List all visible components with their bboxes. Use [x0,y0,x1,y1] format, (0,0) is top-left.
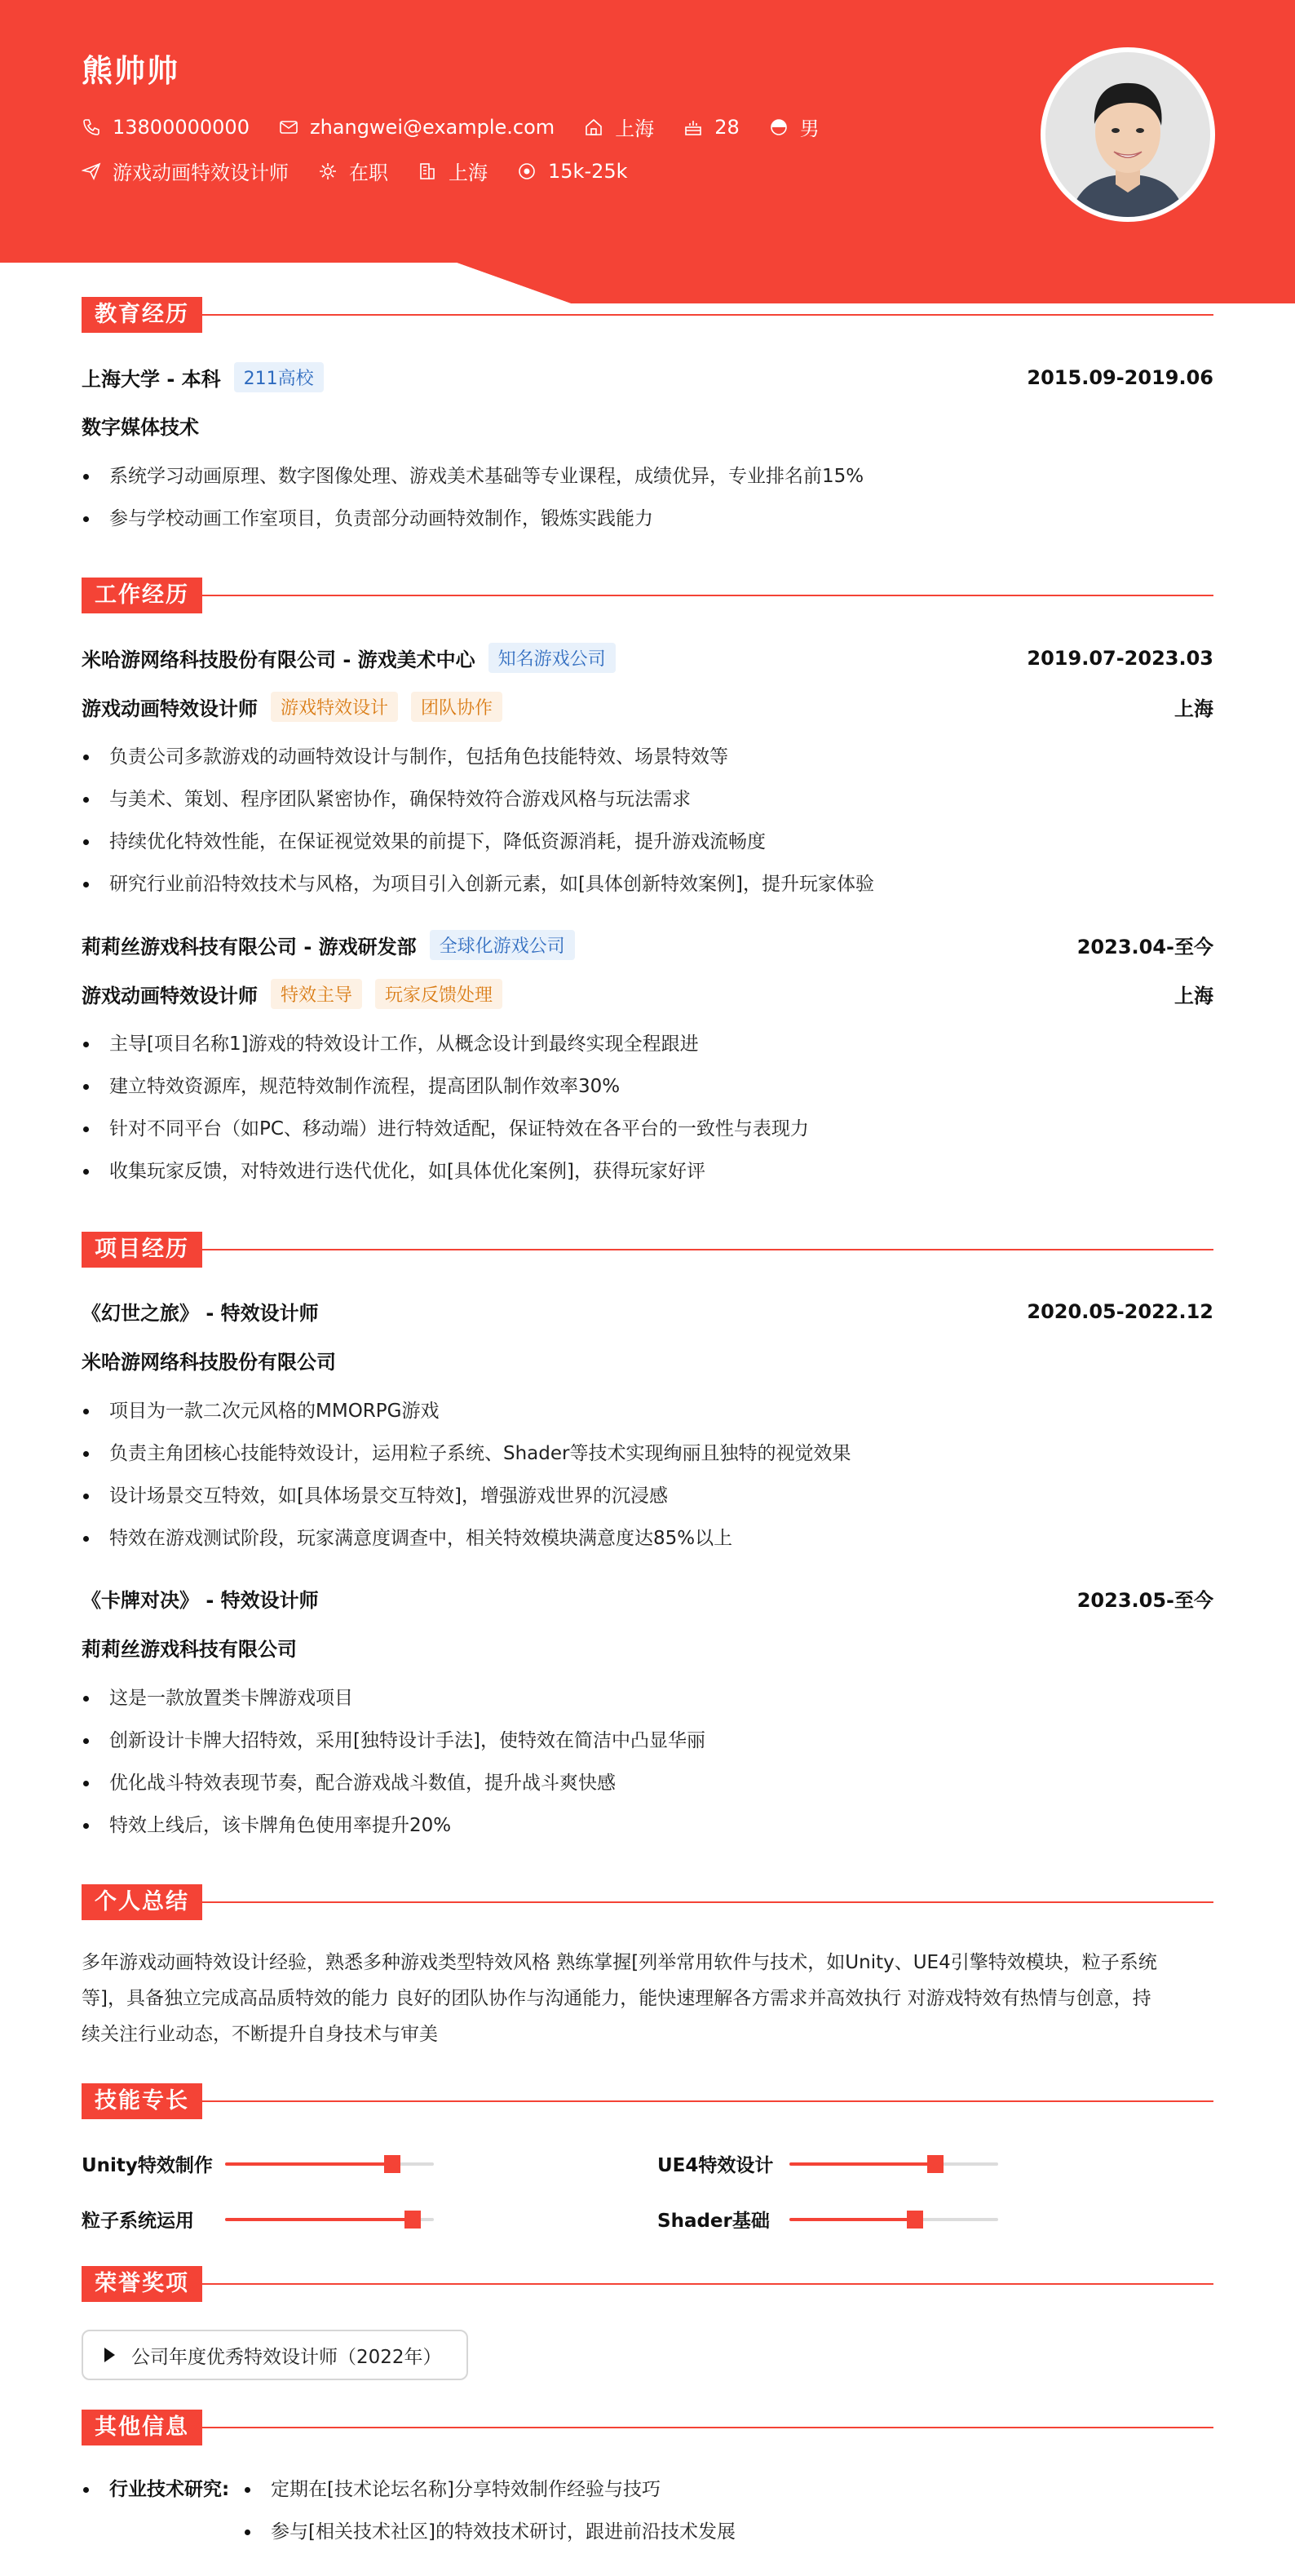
section-title: 教育经历 [82,297,202,333]
gender-text: 男 [799,117,820,140]
list-item: 主导[项目名称1]游戏的特效设计工作，从概念设计到最终实现全程跟进 [82,1023,1213,1065]
list-item: 参与学校动画工作室项目，负责部分动画特效制作，锻炼实践能力 [82,498,1213,540]
age-text: 28 [714,115,740,139]
section-education-header [82,297,1213,333]
skill-bar [789,2162,998,2166]
work-city: 上海 [1174,697,1213,720]
work-city: 上海 [1174,985,1213,1007]
skill-name: Unity特效制作 [82,2155,213,2176]
major-row [82,411,1213,440]
project-name: 《幻世之旅》 - 特效设计师 [82,1302,319,1325]
status-text: 在职 [349,162,388,184]
section-divider [202,314,1213,316]
location-text: 上海 [615,117,655,140]
skill-name: UE4特效设计 [657,2155,774,2176]
summary-line: 多年游戏动画特效设计经验，熟悉多种游戏类型特效风格 熟练掌握[列举常用软件与技术，如Unity、UE4引擎特效模块，粒子系统 [82,1952,1157,1973]
education-row [82,362,1213,392]
section-work-header [82,578,1213,613]
list-item: 针对不同平台（如PC、移动端）进行特效适配，保证特效在各平台的一致性与表现力 [82,1108,1213,1150]
list-item: 负责公司多款游戏的动画特效设计与制作，包括角色技能特效、场景特效等 [82,736,1213,778]
school-tag: 211高校 [234,362,324,392]
project-bullets [82,1677,1213,1847]
work-role-row [82,979,1213,1009]
phone-info [82,116,250,139]
work-role-row [82,692,1213,722]
role-tag: 玩家反馈处理 [375,979,502,1009]
work-bullets [82,1023,1213,1193]
work-company-row [82,930,1213,960]
summary-line: 续关注行业动态，不断提升自身技术与审美 [82,2024,438,2045]
project-company: 莉莉丝游戏科技有限公司 [82,1638,297,1661]
section-summary-header [82,1884,1213,1920]
education-bullets [82,455,1213,540]
list-item: 特效在游戏测试阶段，玩家满意度调查中，相关特效模块满意度达85%以上 [82,1517,1213,1560]
company-tag: 全球化游戏公司 [430,930,575,960]
role-tag: 特效主导 [271,979,362,1009]
role-name: 游戏动画特效设计师 [82,697,258,720]
email-info [279,116,555,139]
project-name: 《卡牌对决》 - 特效设计师 [82,1589,319,1612]
bullet-dot [83,2487,89,2493]
project-bullets [82,1390,1213,1560]
section-divider [202,1901,1213,1903]
company-tag: 知名游戏公司 [488,643,616,673]
skill-bar [225,2162,434,2166]
phone-icon [82,117,101,137]
section-title: 技能专长 [82,2083,202,2119]
job-row [82,157,657,185]
skill-bar [789,2218,998,2221]
avatar-photo [1045,52,1210,217]
section-divider [202,2283,1213,2285]
education-date: 2015.09-2019.06 [1027,365,1213,389]
mail-icon [279,117,298,137]
job-title-text: 游戏动画特效设计师 [113,162,289,184]
work-company-row [82,643,1213,673]
award-item[interactable] [82,2330,468,2380]
company-name: 米哈游网络科技股份有限公司 - 游戏美术中心 [82,648,475,671]
skill-knob [927,2155,944,2173]
expand-triangle-icon [104,2348,115,2362]
skill-knob [907,2211,923,2229]
skill-item [82,2150,434,2177]
project-company-row [82,1346,1213,1374]
skill-knob [384,2155,400,2173]
gear-icon [318,162,338,181]
avatar [1041,47,1215,222]
section-title: 工作经历 [82,578,202,613]
city-info [418,157,488,185]
role-name: 游戏动画特效设计师 [82,985,258,1007]
work-bullets [82,736,1213,905]
job-title-info [82,157,289,185]
other-info [82,2468,1213,2553]
gender-info [769,113,820,141]
list-item [82,2468,1213,2511]
list-item: 设计场景交互特效，如[具体场景交互特效]，增强游戏世界的沉浸感 [82,1475,1213,1517]
skill-item [657,2206,998,2233]
gender-icon [769,117,789,137]
section-divider [202,2100,1213,2102]
other-label: 行业技术研究: [109,2479,230,2500]
section-project-header [82,1232,1213,1268]
bullet-dot [245,2487,250,2493]
money-icon [517,162,537,181]
city-text: 上海 [449,162,488,184]
phone-text: 13800000000 [113,115,250,139]
section-other-header [82,2410,1213,2445]
project-company: 米哈游网络科技股份有限公司 [82,1351,336,1374]
school-name: 上海大学 - 本科 [82,368,221,391]
project-company-row [82,1633,1213,1662]
status-info [318,157,388,185]
skill-fill [225,2162,392,2166]
list-item: 持续优化特效性能，在保证视觉效果的前提下，降低资源消耗，提升游戏流畅度 [82,821,1213,863]
project-row [82,1584,1213,1613]
major-name: 数字媒体技术 [82,416,199,439]
list-item: 特效上线后，该卡牌角色使用率提升20% [82,1804,1213,1847]
section-divider [202,595,1213,596]
list-item [82,2511,1213,2553]
salary-info [517,160,628,183]
email-text: zhangwei@example.com [309,115,555,139]
skill-fill [789,2218,915,2221]
skill-item [657,2150,998,2177]
list-item: 这是一款放置类卡牌游戏项目 [82,1677,1213,1720]
skill-fill [789,2162,935,2166]
project-row [82,1297,1213,1326]
home-icon [584,117,603,137]
section-divider [202,1249,1213,1250]
project-date: 2023.05-至今 [1076,1589,1213,1612]
skill-fill [225,2218,413,2221]
work-date: 2023.04-至今 [1076,936,1213,958]
project-date: 2020.05-2022.12 [1027,1299,1213,1323]
contact-row [82,113,849,141]
section-title: 项目经历 [82,1232,202,1268]
other-item: 参与[相关技术社区]的特效技术研讨，跟进前沿技术发展 [271,2521,736,2543]
section-skills-header [82,2083,1213,2119]
section-title: 其他信息 [82,2410,202,2445]
section-title: 个人总结 [82,1884,202,1920]
list-item: 创新设计卡牌大招特效，采用[独特设计手法]，使特效在简洁中凸显华丽 [82,1720,1213,1762]
section-divider [202,2427,1213,2428]
location-info [584,113,654,141]
list-item: 优化战斗特效表现节奏，配合游戏战斗数值，提升战斗爽快感 [82,1762,1213,1804]
candidate-name: 熊帅帅 [82,53,180,89]
salary-text: 15k-25k [548,159,628,183]
cake-icon [683,117,703,137]
age-info [683,116,740,139]
list-item: 与美术、策划、程序团队紧密协作，确保特效符合游戏风格与玩法需求 [82,778,1213,821]
role-tag: 团队协作 [411,692,502,722]
skill-name: 粒子系统运用 [82,2211,194,2232]
send-icon [82,162,101,181]
resume-header [0,0,1295,303]
section-title: 荣誉奖项 [82,2266,202,2302]
building-icon [418,162,437,181]
skill-knob [404,2211,421,2229]
work-date: 2019.07-2023.03 [1027,646,1213,670]
skill-bar [225,2218,434,2221]
list-item: 项目为一款二次元风格的MMORPG游戏 [82,1390,1213,1432]
company-name: 莉莉丝游戏科技有限公司 - 游戏研发部 [82,936,417,958]
list-item: 收集玩家反馈，对特效进行迭代优化，如[具体优化案例]，获得玩家好评 [82,1150,1213,1193]
award-text: 公司年度优秀特效设计师（2022年） [131,2346,442,2368]
list-item: 建立特效资源库，规范特效制作流程，提高团队制作效率30% [82,1065,1213,1108]
list-item: 研究行业前沿特效技术与风格，为项目引入创新元素，如[具体创新特效案例]，提升玩家体验 [82,863,1213,905]
bullet-dot [245,2530,250,2535]
section-honors-header [82,2266,1213,2302]
role-tag: 游戏特效设计 [271,692,398,722]
other-item: 定期在[技术论坛名称]分享特效制作经验与技巧 [271,2479,661,2500]
list-item: 系统学习动画原理、数字图像处理、游戏美术基础等专业课程，成绩优异，专业排名前15% [82,455,1213,498]
list-item: 负责主角团核心技能特效设计，运用粒子系统、Shader等技术实现绚丽且独特的视觉效果 [82,1432,1213,1475]
summary-line: 等]，具备独立完成高品质特效的能力 良好的团队协作与沟通能力，能快速理解各方需求并高效执行 对游戏特效有热情与创意，持 [82,1988,1151,2009]
skill-name: Shader基础 [657,2211,770,2232]
skill-item [82,2206,434,2233]
summary-text [82,1945,1213,2052]
